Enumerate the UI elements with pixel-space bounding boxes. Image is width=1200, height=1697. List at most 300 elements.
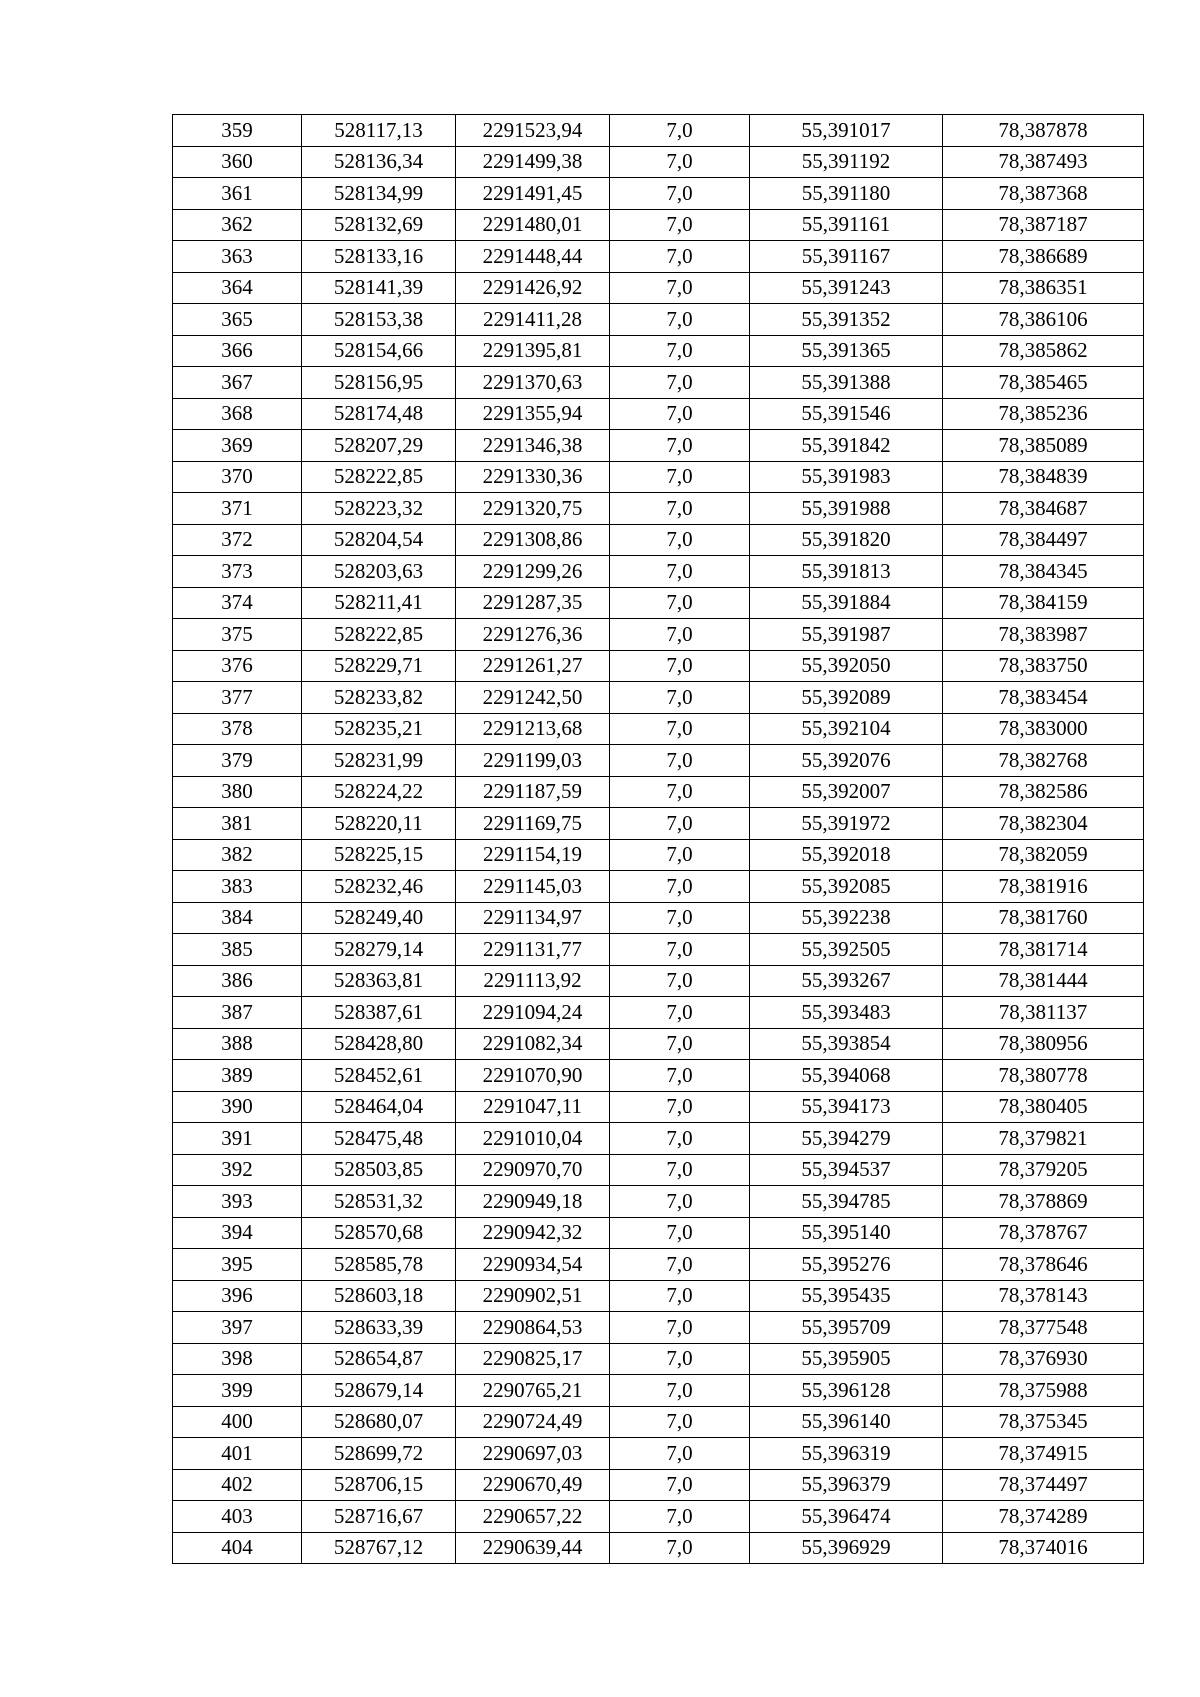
table-row	[173, 934, 1144, 966]
longitude-cell: 78,387187	[943, 209, 1144, 241]
x-coordinate-cell: 528633,39	[302, 1312, 456, 1344]
point-number-cell: 381	[173, 808, 302, 840]
table-row	[173, 745, 1144, 777]
point-number-cell: 371	[173, 493, 302, 525]
latitude-cell: 55,392085	[750, 871, 943, 903]
value-cell: 7,0	[610, 934, 750, 966]
x-coordinate-cell: 528134,99	[302, 178, 456, 210]
point-number-cell: 376	[173, 650, 302, 682]
point-number-cell: 369	[173, 430, 302, 462]
latitude-cell: 55,391820	[750, 524, 943, 556]
x-coordinate-cell: 528156,95	[302, 367, 456, 399]
longitude-cell: 78,379821	[943, 1123, 1144, 1155]
point-number-cell: 360	[173, 146, 302, 178]
value-cell: 7,0	[610, 178, 750, 210]
x-coordinate-cell: 528136,34	[302, 146, 456, 178]
value-cell: 7,0	[610, 808, 750, 840]
latitude-cell: 55,391167	[750, 241, 943, 273]
table-row	[173, 776, 1144, 808]
value-cell: 7,0	[610, 1438, 750, 1470]
value-cell: 7,0	[610, 556, 750, 588]
y-coordinate-cell: 2291287,35	[456, 587, 610, 619]
coordinates-table-body	[173, 115, 1144, 1564]
latitude-cell: 55,395435	[750, 1280, 943, 1312]
value-cell: 7,0	[610, 587, 750, 619]
point-number-cell: 379	[173, 745, 302, 777]
table-row	[173, 1438, 1144, 1470]
latitude-cell: 55,396319	[750, 1438, 943, 1470]
longitude-cell: 78,374915	[943, 1438, 1144, 1470]
point-number-cell: 367	[173, 367, 302, 399]
latitude-cell: 55,394785	[750, 1186, 943, 1218]
x-coordinate-cell: 528428,80	[302, 1028, 456, 1060]
longitude-cell: 78,381714	[943, 934, 1144, 966]
point-number-cell: 366	[173, 335, 302, 367]
point-number-cell: 382	[173, 839, 302, 871]
table-row	[173, 587, 1144, 619]
point-number-cell: 385	[173, 934, 302, 966]
y-coordinate-cell: 2291491,45	[456, 178, 610, 210]
point-number-cell: 400	[173, 1406, 302, 1438]
y-coordinate-cell: 2291131,77	[456, 934, 610, 966]
longitude-cell: 78,375988	[943, 1375, 1144, 1407]
value-cell: 7,0	[610, 965, 750, 997]
table-row	[173, 839, 1144, 871]
latitude-cell: 55,396929	[750, 1532, 943, 1564]
latitude-cell: 55,391352	[750, 304, 943, 336]
longitude-cell: 78,387878	[943, 115, 1144, 147]
value-cell: 7,0	[610, 241, 750, 273]
longitude-cell: 78,387368	[943, 178, 1144, 210]
y-coordinate-cell: 2291370,63	[456, 367, 610, 399]
x-coordinate-cell: 528225,15	[302, 839, 456, 871]
table-row	[173, 619, 1144, 651]
point-number-cell: 372	[173, 524, 302, 556]
table-row	[173, 1375, 1144, 1407]
x-coordinate-cell: 528133,16	[302, 241, 456, 273]
x-coordinate-cell: 528706,15	[302, 1469, 456, 1501]
table-row	[173, 965, 1144, 997]
x-coordinate-cell: 528363,81	[302, 965, 456, 997]
point-number-cell: 383	[173, 871, 302, 903]
table-row	[173, 241, 1144, 273]
y-coordinate-cell: 2290934,54	[456, 1249, 610, 1281]
value-cell: 7,0	[610, 272, 750, 304]
y-coordinate-cell: 2291082,34	[456, 1028, 610, 1060]
value-cell: 7,0	[610, 682, 750, 714]
point-number-cell: 378	[173, 713, 302, 745]
y-coordinate-cell: 2291320,75	[456, 493, 610, 525]
y-coordinate-cell: 2291355,94	[456, 398, 610, 430]
value-cell: 7,0	[610, 1280, 750, 1312]
latitude-cell: 55,392050	[750, 650, 943, 682]
longitude-cell: 78,382059	[943, 839, 1144, 871]
latitude-cell: 55,394279	[750, 1123, 943, 1155]
point-number-cell: 397	[173, 1312, 302, 1344]
y-coordinate-cell: 2290902,51	[456, 1280, 610, 1312]
longitude-cell: 78,381137	[943, 997, 1144, 1029]
y-coordinate-cell: 2291299,26	[456, 556, 610, 588]
value-cell: 7,0	[610, 1217, 750, 1249]
y-coordinate-cell: 2290942,32	[456, 1217, 610, 1249]
x-coordinate-cell: 528585,78	[302, 1249, 456, 1281]
value-cell: 7,0	[610, 1406, 750, 1438]
latitude-cell: 55,396140	[750, 1406, 943, 1438]
y-coordinate-cell: 2291169,75	[456, 808, 610, 840]
x-coordinate-cell: 528570,68	[302, 1217, 456, 1249]
value-cell: 7,0	[610, 367, 750, 399]
y-coordinate-cell: 2291154,19	[456, 839, 610, 871]
point-number-cell: 387	[173, 997, 302, 1029]
value-cell: 7,0	[610, 1249, 750, 1281]
y-coordinate-cell: 2291480,01	[456, 209, 610, 241]
point-number-cell: 377	[173, 682, 302, 714]
longitude-cell: 78,375345	[943, 1406, 1144, 1438]
point-number-cell: 361	[173, 178, 302, 210]
y-coordinate-cell: 2291070,90	[456, 1060, 610, 1092]
y-coordinate-cell: 2290765,21	[456, 1375, 610, 1407]
x-coordinate-cell: 528203,63	[302, 556, 456, 588]
latitude-cell: 55,395140	[750, 1217, 943, 1249]
value-cell: 7,0	[610, 1343, 750, 1375]
value-cell: 7,0	[610, 209, 750, 241]
longitude-cell: 78,378767	[943, 1217, 1144, 1249]
point-number-cell: 401	[173, 1438, 302, 1470]
longitude-cell: 78,377548	[943, 1312, 1144, 1344]
y-coordinate-cell: 2291411,28	[456, 304, 610, 336]
x-coordinate-cell: 528154,66	[302, 335, 456, 367]
longitude-cell: 78,382768	[943, 745, 1144, 777]
longitude-cell: 78,374016	[943, 1532, 1144, 1564]
value-cell: 7,0	[610, 1312, 750, 1344]
value-cell: 7,0	[610, 1186, 750, 1218]
value-cell: 7,0	[610, 398, 750, 430]
x-coordinate-cell: 528603,18	[302, 1280, 456, 1312]
table-row	[173, 902, 1144, 934]
x-coordinate-cell: 528503,85	[302, 1154, 456, 1186]
y-coordinate-cell: 2291308,86	[456, 524, 610, 556]
point-number-cell: 392	[173, 1154, 302, 1186]
table-row	[173, 1028, 1144, 1060]
table-row	[173, 367, 1144, 399]
point-number-cell: 374	[173, 587, 302, 619]
value-cell: 7,0	[610, 902, 750, 934]
x-coordinate-cell: 528654,87	[302, 1343, 456, 1375]
longitude-cell: 78,386106	[943, 304, 1144, 336]
point-number-cell: 404	[173, 1532, 302, 1564]
latitude-cell: 55,394537	[750, 1154, 943, 1186]
y-coordinate-cell: 2290949,18	[456, 1186, 610, 1218]
x-coordinate-cell: 528153,38	[302, 304, 456, 336]
value-cell: 7,0	[610, 1501, 750, 1533]
longitude-cell: 78,384497	[943, 524, 1144, 556]
table-row	[173, 1249, 1144, 1281]
point-number-cell: 396	[173, 1280, 302, 1312]
x-coordinate-cell: 528207,29	[302, 430, 456, 462]
latitude-cell: 55,392007	[750, 776, 943, 808]
point-number-cell: 363	[173, 241, 302, 273]
x-coordinate-cell: 528531,32	[302, 1186, 456, 1218]
latitude-cell: 55,391813	[750, 556, 943, 588]
value-cell: 7,0	[610, 776, 750, 808]
value-cell: 7,0	[610, 745, 750, 777]
latitude-cell: 55,391972	[750, 808, 943, 840]
value-cell: 7,0	[610, 1469, 750, 1501]
value-cell: 7,0	[610, 1123, 750, 1155]
longitude-cell: 78,380778	[943, 1060, 1144, 1092]
latitude-cell: 55,393483	[750, 997, 943, 1029]
value-cell: 7,0	[610, 430, 750, 462]
y-coordinate-cell: 2291047,11	[456, 1091, 610, 1123]
x-coordinate-cell: 528204,54	[302, 524, 456, 556]
y-coordinate-cell: 2291523,94	[456, 115, 610, 147]
point-number-cell: 365	[173, 304, 302, 336]
table-row	[173, 997, 1144, 1029]
y-coordinate-cell: 2291261,27	[456, 650, 610, 682]
x-coordinate-cell: 528767,12	[302, 1532, 456, 1564]
x-coordinate-cell: 528229,71	[302, 650, 456, 682]
longitude-cell: 78,382304	[943, 808, 1144, 840]
table-row	[173, 1060, 1144, 1092]
point-number-cell: 398	[173, 1343, 302, 1375]
latitude-cell: 55,396474	[750, 1501, 943, 1533]
latitude-cell: 55,391017	[750, 115, 943, 147]
longitude-cell: 78,378646	[943, 1249, 1144, 1281]
longitude-cell: 78,383454	[943, 682, 1144, 714]
longitude-cell: 78,384345	[943, 556, 1144, 588]
value-cell: 7,0	[610, 871, 750, 903]
x-coordinate-cell: 528464,04	[302, 1091, 456, 1123]
x-coordinate-cell: 528233,82	[302, 682, 456, 714]
latitude-cell: 55,391388	[750, 367, 943, 399]
longitude-cell: 78,385089	[943, 430, 1144, 462]
y-coordinate-cell: 2291242,50	[456, 682, 610, 714]
point-number-cell: 370	[173, 461, 302, 493]
x-coordinate-cell: 528222,85	[302, 619, 456, 651]
table-row	[173, 461, 1144, 493]
x-coordinate-cell: 528249,40	[302, 902, 456, 934]
y-coordinate-cell: 2290825,17	[456, 1343, 610, 1375]
longitude-cell: 78,384687	[943, 493, 1144, 525]
y-coordinate-cell: 2290697,03	[456, 1438, 610, 1470]
point-number-cell: 402	[173, 1469, 302, 1501]
table-row	[173, 524, 1144, 556]
table-row	[173, 398, 1144, 430]
table-row	[173, 178, 1144, 210]
point-number-cell: 389	[173, 1060, 302, 1092]
latitude-cell: 55,392238	[750, 902, 943, 934]
table-row	[173, 335, 1144, 367]
x-coordinate-cell: 528232,46	[302, 871, 456, 903]
longitude-cell: 78,386689	[943, 241, 1144, 273]
point-number-cell: 394	[173, 1217, 302, 1249]
point-number-cell: 386	[173, 965, 302, 997]
table-row	[173, 1406, 1144, 1438]
table-row	[173, 272, 1144, 304]
longitude-cell: 78,384839	[943, 461, 1144, 493]
latitude-cell: 55,392089	[750, 682, 943, 714]
y-coordinate-cell: 2291499,38	[456, 146, 610, 178]
longitude-cell: 78,376930	[943, 1343, 1144, 1375]
value-cell: 7,0	[610, 650, 750, 682]
x-coordinate-cell: 528174,48	[302, 398, 456, 430]
latitude-cell: 55,394068	[750, 1060, 943, 1092]
y-coordinate-cell: 2291213,68	[456, 713, 610, 745]
longitude-cell: 78,383987	[943, 619, 1144, 651]
point-number-cell: 403	[173, 1501, 302, 1533]
table-row	[173, 304, 1144, 336]
table-row	[173, 115, 1144, 147]
value-cell: 7,0	[610, 619, 750, 651]
latitude-cell: 55,395709	[750, 1312, 943, 1344]
table-row	[173, 1186, 1144, 1218]
value-cell: 7,0	[610, 1060, 750, 1092]
coordinates-table	[172, 114, 1144, 1564]
longitude-cell: 78,380956	[943, 1028, 1144, 1060]
longitude-cell: 78,383000	[943, 713, 1144, 745]
latitude-cell: 55,391988	[750, 493, 943, 525]
latitude-cell: 55,391983	[750, 461, 943, 493]
latitude-cell: 55,396379	[750, 1469, 943, 1501]
x-coordinate-cell: 528680,07	[302, 1406, 456, 1438]
table-row	[173, 1532, 1144, 1564]
table-row	[173, 1343, 1144, 1375]
x-coordinate-cell: 528224,22	[302, 776, 456, 808]
latitude-cell: 55,393267	[750, 965, 943, 997]
point-number-cell: 388	[173, 1028, 302, 1060]
table-row	[173, 1091, 1144, 1123]
table-row	[173, 650, 1144, 682]
longitude-cell: 78,386351	[943, 272, 1144, 304]
y-coordinate-cell: 2291426,92	[456, 272, 610, 304]
longitude-cell: 78,379205	[943, 1154, 1144, 1186]
latitude-cell: 55,392104	[750, 713, 943, 745]
longitude-cell: 78,381760	[943, 902, 1144, 934]
y-coordinate-cell: 2291187,59	[456, 776, 610, 808]
longitude-cell: 78,383750	[943, 650, 1144, 682]
y-coordinate-cell: 2290657,22	[456, 1501, 610, 1533]
longitude-cell: 78,387493	[943, 146, 1144, 178]
y-coordinate-cell: 2290724,49	[456, 1406, 610, 1438]
value-cell: 7,0	[610, 115, 750, 147]
x-coordinate-cell: 528716,67	[302, 1501, 456, 1533]
latitude-cell: 55,391842	[750, 430, 943, 462]
y-coordinate-cell: 2291346,38	[456, 430, 610, 462]
y-coordinate-cell: 2290864,53	[456, 1312, 610, 1344]
longitude-cell: 78,385862	[943, 335, 1144, 367]
x-coordinate-cell: 528222,85	[302, 461, 456, 493]
value-cell: 7,0	[610, 997, 750, 1029]
y-coordinate-cell: 2291448,44	[456, 241, 610, 273]
x-coordinate-cell: 528475,48	[302, 1123, 456, 1155]
table-row	[173, 713, 1144, 745]
value-cell: 7,0	[610, 335, 750, 367]
y-coordinate-cell: 2291113,92	[456, 965, 610, 997]
x-coordinate-cell: 528223,32	[302, 493, 456, 525]
table-row	[173, 1217, 1144, 1249]
latitude-cell: 55,391365	[750, 335, 943, 367]
point-number-cell: 364	[173, 272, 302, 304]
table-row	[173, 1501, 1144, 1533]
point-number-cell: 384	[173, 902, 302, 934]
latitude-cell: 55,391987	[750, 619, 943, 651]
x-coordinate-cell: 528117,13	[302, 115, 456, 147]
y-coordinate-cell: 2291134,97	[456, 902, 610, 934]
value-cell: 7,0	[610, 146, 750, 178]
latitude-cell: 55,395905	[750, 1343, 943, 1375]
table-row	[173, 1123, 1144, 1155]
longitude-cell: 78,380405	[943, 1091, 1144, 1123]
y-coordinate-cell: 2291010,04	[456, 1123, 610, 1155]
table-row	[173, 682, 1144, 714]
table-row	[173, 1154, 1144, 1186]
value-cell: 7,0	[610, 304, 750, 336]
value-cell: 7,0	[610, 1028, 750, 1060]
latitude-cell: 55,394173	[750, 1091, 943, 1123]
y-coordinate-cell: 2290970,70	[456, 1154, 610, 1186]
latitude-cell: 55,391243	[750, 272, 943, 304]
longitude-cell: 78,382586	[943, 776, 1144, 808]
longitude-cell: 78,378869	[943, 1186, 1144, 1218]
longitude-cell: 78,374289	[943, 1501, 1144, 1533]
x-coordinate-cell: 528141,39	[302, 272, 456, 304]
value-cell: 7,0	[610, 839, 750, 871]
latitude-cell: 55,391546	[750, 398, 943, 430]
table-row	[173, 430, 1144, 462]
value-cell: 7,0	[610, 524, 750, 556]
point-number-cell: 395	[173, 1249, 302, 1281]
point-number-cell: 393	[173, 1186, 302, 1218]
y-coordinate-cell: 2291330,36	[456, 461, 610, 493]
table-row	[173, 146, 1144, 178]
latitude-cell: 55,395276	[750, 1249, 943, 1281]
table-row	[173, 493, 1144, 525]
point-number-cell: 391	[173, 1123, 302, 1155]
latitude-cell: 55,391161	[750, 209, 943, 241]
value-cell: 7,0	[610, 713, 750, 745]
point-number-cell: 380	[173, 776, 302, 808]
value-cell: 7,0	[610, 1091, 750, 1123]
y-coordinate-cell: 2291395,81	[456, 335, 610, 367]
latitude-cell: 55,393854	[750, 1028, 943, 1060]
point-number-cell: 399	[173, 1375, 302, 1407]
longitude-cell: 78,385236	[943, 398, 1144, 430]
longitude-cell: 78,374497	[943, 1469, 1144, 1501]
point-number-cell: 373	[173, 556, 302, 588]
table-row	[173, 1280, 1144, 1312]
latitude-cell: 55,392018	[750, 839, 943, 871]
y-coordinate-cell: 2291094,24	[456, 997, 610, 1029]
y-coordinate-cell: 2290639,44	[456, 1532, 610, 1564]
value-cell: 7,0	[610, 1154, 750, 1186]
x-coordinate-cell: 528235,21	[302, 713, 456, 745]
value-cell: 7,0	[610, 1375, 750, 1407]
table-row	[173, 808, 1144, 840]
x-coordinate-cell: 528231,99	[302, 745, 456, 777]
point-number-cell: 368	[173, 398, 302, 430]
y-coordinate-cell: 2291145,03	[456, 871, 610, 903]
y-coordinate-cell: 2291276,36	[456, 619, 610, 651]
longitude-cell: 78,381916	[943, 871, 1144, 903]
longitude-cell: 78,384159	[943, 587, 1144, 619]
point-number-cell: 390	[173, 1091, 302, 1123]
latitude-cell: 55,392076	[750, 745, 943, 777]
x-coordinate-cell: 528387,61	[302, 997, 456, 1029]
x-coordinate-cell: 528679,14	[302, 1375, 456, 1407]
latitude-cell: 55,391884	[750, 587, 943, 619]
y-coordinate-cell: 2291199,03	[456, 745, 610, 777]
x-coordinate-cell: 528132,69	[302, 209, 456, 241]
